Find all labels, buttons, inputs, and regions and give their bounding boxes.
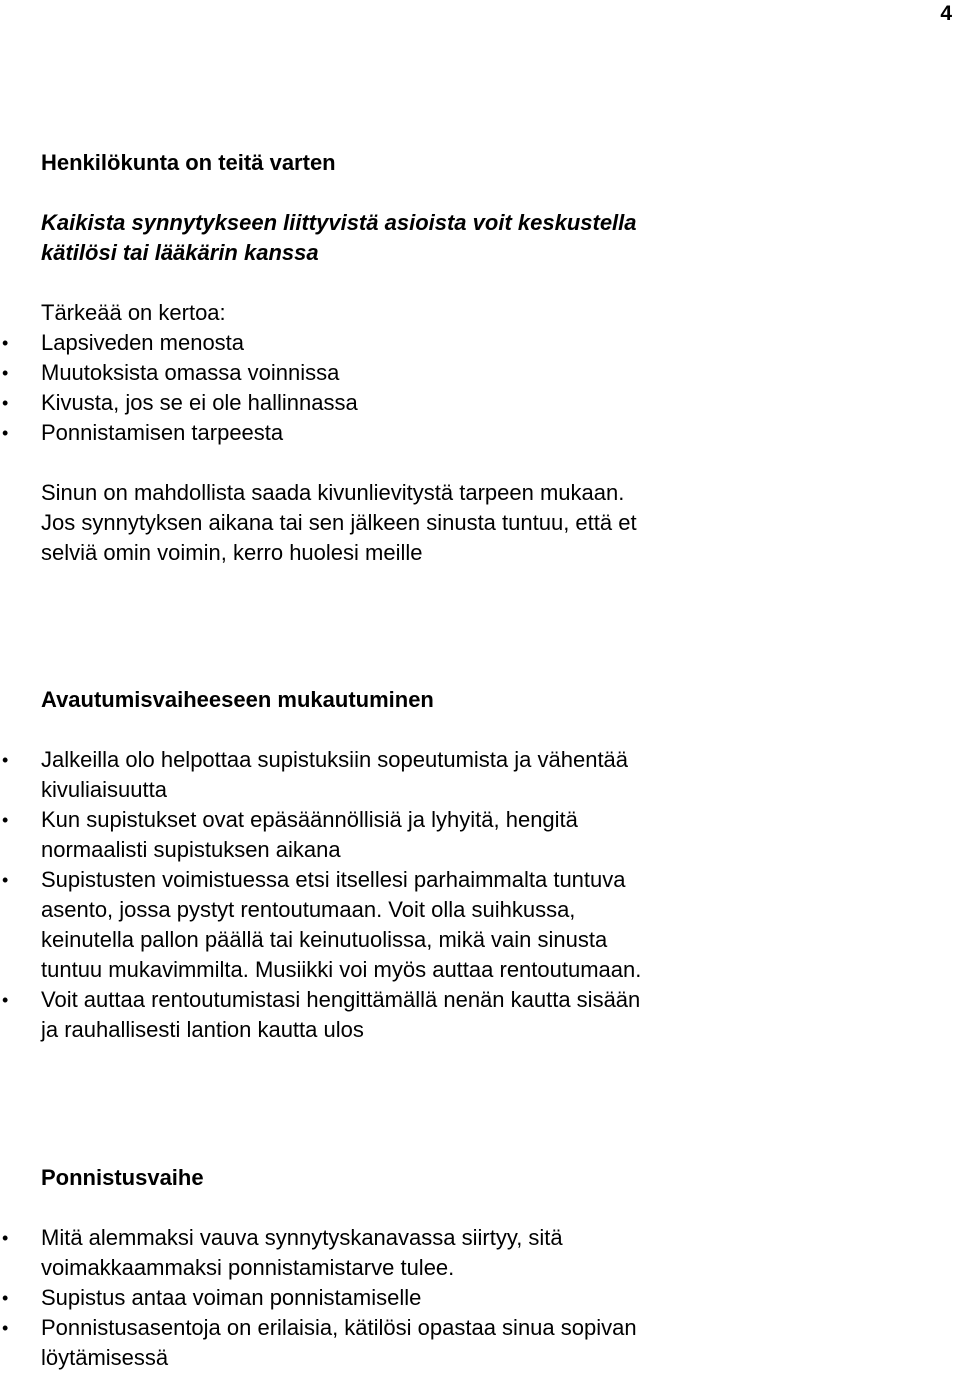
- bullet-list: [41, 1223, 941, 1373]
- section-heading: Henkilökunta on teitä varten: [41, 150, 336, 175]
- list-item: • Kivusta, jos se ei ole hallinnassa: [41, 388, 941, 418]
- list-item: • Ponnistamisen tarpeesta: [41, 418, 941, 448]
- list-item-line: kivuliaisuutta: [41, 777, 167, 802]
- list-item-line: tuntuu mukavimmilta. Musiikki voi myös auttaa rentoutumaan.: [41, 957, 642, 982]
- intro-text: Tärkeää on kertoa:: [41, 300, 226, 325]
- page-number: 4: [940, 2, 952, 25]
- paragraph-line: Sinun on mahdollista saada kivunlievitystä tarpeen mukaan.: [41, 480, 625, 505]
- list-item: • Muutoksista omassa voinnissa: [41, 358, 941, 388]
- list-item-line: • Supistusten voimistuessa etsi itsellesi parhaimmalta tuntuva: [41, 867, 626, 892]
- list-item-line: • Jalkeilla olo helpottaa supistuksiin sopeutumista ja vähentää: [41, 747, 629, 772]
- list-item-line: • Kun supistukset ovat epäsäännöllisiä ja lyhyitä, hengitä: [41, 807, 578, 832]
- list-item-line: • Ponnistusasentoja on erilaisia, kätilösi opastaa sinua sopivan: [41, 1315, 637, 1340]
- list-item: [41, 1313, 941, 1373]
- list-item-line: • Supistus antaa voiman ponnistamiselle: [41, 1285, 422, 1310]
- list-item-line: asento, jossa pystyt rentoutumaan. Voit olla suihkussa,: [41, 897, 576, 922]
- section-dilation: [41, 685, 941, 1045]
- list-item: • Lapsiveden menosta: [41, 328, 941, 358]
- paragraph-line: Jos synnytyksen aikana tai sen jälkeen sinusta tuntuu, että et: [41, 510, 637, 535]
- list-item: [41, 1223, 941, 1283]
- list-item-line: ja rauhallisesti lantion kautta ulos: [41, 1017, 364, 1042]
- section-heading: Avautumisvaiheeseen mukautuminen: [41, 687, 434, 712]
- list-item: [41, 985, 941, 1045]
- bullet-list: [41, 745, 941, 1045]
- list-item-line: löytämisessä: [41, 1345, 169, 1370]
- section-subheading-line: kätilösi tai lääkärin kanssa: [41, 240, 319, 265]
- list-item-line: keinutella pallon päällä tai keinutuolissa, mikä vain sinusta: [41, 927, 608, 952]
- list-item-line: normaalisti supistuksen aikana: [41, 837, 341, 862]
- list-item-line: • Mitä alemmaksi vauva synnytyskanavassa siirtyy, sitä: [41, 1225, 563, 1250]
- list-item-line: • Voit auttaa rentoutumistasi hengittämällä nenän kautta sisään: [41, 987, 641, 1012]
- section-subheading-line: Kaikista synnytykseen liittyvistä asioista voit keskustella: [41, 210, 637, 235]
- section-staff: [41, 148, 941, 568]
- list-item: [41, 1283, 941, 1313]
- section-pushing: [41, 1163, 941, 1373]
- section-heading: Ponnistusvaihe: [41, 1165, 204, 1190]
- list-item: [41, 745, 941, 805]
- bullet-list: [41, 328, 941, 448]
- list-item-line: voimakkaammaksi ponnistamistarve tulee.: [41, 1255, 455, 1280]
- paragraph-line: selviä omin voimin, kerro huolesi meille: [41, 540, 423, 565]
- list-item: [41, 865, 941, 985]
- list-item: [41, 805, 941, 865]
